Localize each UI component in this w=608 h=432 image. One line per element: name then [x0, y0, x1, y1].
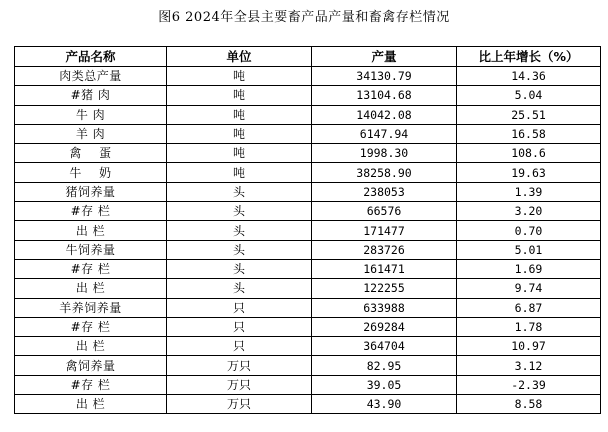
cell-unit: 头 [167, 259, 312, 278]
cell-output: 283726 [312, 240, 457, 259]
figure-caption: 图6 2024年全县主要畜产品产量和畜禽存栏情况 [158, 10, 450, 25]
cell-growth: 6.87 [457, 298, 601, 317]
cell-growth: 108.6 [457, 144, 601, 163]
header-growth: 比上年增长（%） [457, 47, 601, 67]
cell-unit: 吨 [167, 124, 312, 143]
cell-growth: 3.20 [457, 202, 601, 221]
cell-product-name: #猪 肉 [15, 86, 167, 105]
cell-unit: 头 [167, 202, 312, 221]
cell-product-name: #存 栏 [15, 375, 167, 394]
cell-growth: 10.97 [457, 337, 601, 356]
cell-output: 364704 [312, 337, 457, 356]
cell-product-name: 禽 蛋 [15, 144, 167, 163]
cell-product-name: 禽饲养量 [15, 356, 167, 375]
cell-unit: 吨 [167, 163, 312, 182]
table-row [15, 259, 601, 278]
cell-unit: 吨 [167, 86, 312, 105]
cell-unit: 只 [167, 298, 312, 317]
header-output: 产量 [312, 47, 457, 67]
cell-unit: 头 [167, 221, 312, 240]
cell-output: 6147.94 [312, 124, 457, 143]
cell-unit: 万只 [167, 375, 312, 394]
cell-growth: 5.01 [457, 240, 601, 259]
cell-product-name: 羊 肉 [15, 124, 167, 143]
cell-product-name: 肉类总产量 [15, 67, 167, 86]
cell-output: 39.05 [312, 375, 457, 394]
cell-output: 161471 [312, 259, 457, 278]
cell-unit: 万只 [167, 395, 312, 414]
cell-product-name: #存 栏 [15, 317, 167, 336]
cell-growth: 3.12 [457, 356, 601, 375]
cell-output: 1998.30 [312, 144, 457, 163]
cell-growth: 25.51 [457, 105, 601, 124]
table-row [15, 182, 601, 201]
cell-unit: 吨 [167, 144, 312, 163]
cell-product-name: 出 栏 [15, 279, 167, 298]
cell-unit: 头 [167, 240, 312, 259]
header-unit: 单位 [167, 47, 312, 67]
table-row [15, 202, 601, 221]
table-row [15, 163, 601, 182]
cell-growth: 19.63 [457, 163, 601, 182]
cell-output: 66576 [312, 202, 457, 221]
cell-product-name: 猪饲养量 [15, 182, 167, 201]
cell-growth: 1.69 [457, 259, 601, 278]
cell-product-name: 牛 肉 [15, 105, 167, 124]
cell-unit: 吨 [167, 67, 312, 86]
table-header-row [15, 47, 601, 67]
cell-output: 43.90 [312, 395, 457, 414]
table-row [15, 356, 601, 375]
table-row [15, 240, 601, 259]
cell-growth: 0.70 [457, 221, 601, 240]
table-body [15, 67, 601, 414]
cell-output: 82.95 [312, 356, 457, 375]
cell-unit: 只 [167, 337, 312, 356]
cell-output: 13104.68 [312, 86, 457, 105]
cell-unit: 只 [167, 317, 312, 336]
cell-growth: 8.58 [457, 395, 601, 414]
cell-output: 171477 [312, 221, 457, 240]
cell-growth: 9.74 [457, 279, 601, 298]
cell-output: 122255 [312, 279, 457, 298]
cell-output: 14042.08 [312, 105, 457, 124]
cell-growth: 5.04 [457, 86, 601, 105]
cell-growth: -2.39 [457, 375, 601, 394]
cell-product-name: 牛 奶 [15, 163, 167, 182]
cell-output: 269284 [312, 317, 457, 336]
cell-unit: 头 [167, 182, 312, 201]
table-row [15, 375, 601, 394]
cell-product-name: 牛饲养量 [15, 240, 167, 259]
table-row [15, 86, 601, 105]
table-row [15, 317, 601, 336]
table-row [15, 395, 601, 414]
table-row [15, 221, 601, 240]
cell-product-name: #存 栏 [15, 202, 167, 221]
cell-unit: 吨 [167, 105, 312, 124]
cell-product-name: #存 栏 [15, 259, 167, 278]
livestock-table [14, 46, 601, 414]
cell-product-name: 出 栏 [15, 221, 167, 240]
table-row [15, 105, 601, 124]
cell-growth: 16.58 [457, 124, 601, 143]
cell-output: 633988 [312, 298, 457, 317]
cell-growth: 1.78 [457, 317, 601, 336]
cell-product-name: 出 栏 [15, 395, 167, 414]
table-row [15, 279, 601, 298]
header-product-name: 产品名称 [15, 47, 167, 67]
cell-unit: 万只 [167, 356, 312, 375]
table-row [15, 144, 601, 163]
table-row [15, 298, 601, 317]
cell-output: 238053 [312, 182, 457, 201]
cell-unit: 头 [167, 279, 312, 298]
cell-product-name: 羊养饲养量 [15, 298, 167, 317]
cell-product-name: 出 栏 [15, 337, 167, 356]
table-row [15, 337, 601, 356]
cell-growth: 1.39 [457, 182, 601, 201]
cell-output: 34130.79 [312, 67, 457, 86]
cell-growth: 14.36 [457, 67, 601, 86]
table-row [15, 124, 601, 143]
cell-output: 38258.90 [312, 163, 457, 182]
table-row [15, 67, 601, 86]
